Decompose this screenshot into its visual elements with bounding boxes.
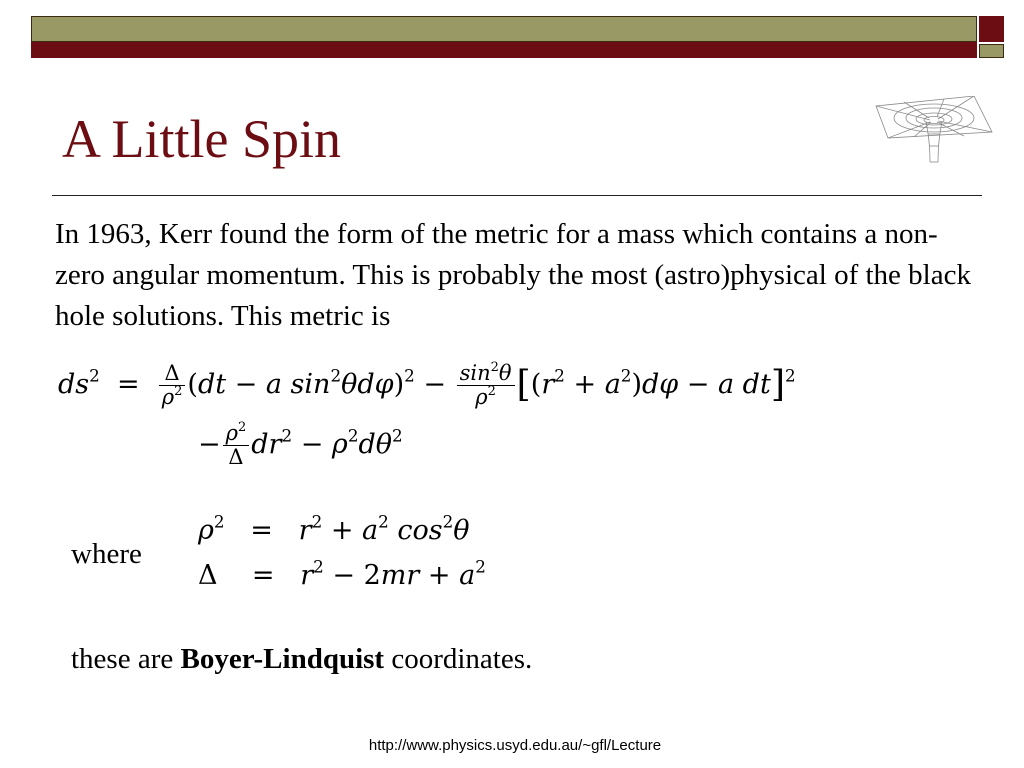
header-bar-maroon: [31, 42, 977, 58]
conclusion-text-start: these are: [71, 643, 181, 675]
footer-url: http://www.physics.usyd.edu.au/~gfl/Lecture: [368, 737, 662, 754]
intro-paragraph: In 1963, Kerr found the form of the metric for a mass which contains a non-zero angular momentum. This is probably the most (astro)physical of the black hole solutions. This metric is: [55, 218, 971, 332]
where-label: where: [71, 538, 142, 570]
kerr-metric-line-2: − $\frac{\rho^2}{\Delta}$ $dr^2 - \rho^2d\theta^2$: [198, 419, 403, 469]
conclusion-text-end: coordinates.: [384, 643, 533, 675]
header-bar-olive: [31, 16, 977, 42]
kerr-metric-line-1: $ds^2$ = $\frac{\Delta}{\rho^2}$ (dt − a $\sin^2\theta d\varphi)^2$ − $\frac{\sin^2\theta}{\rho^2}$ [$(r^2 + a^2)d\varphi - a$ dt]$^2$: [58, 359, 796, 409]
decorative-header-bars: [31, 16, 1004, 58]
boyer-lindquist-term: Boyer-Lindquist: [180, 643, 385, 675]
header-square-olive: [979, 44, 1004, 58]
spacetime-funnel-logo-icon: [874, 96, 994, 166]
delta-definition: Δ = $r^2 - 2mr + a^2$: [198, 556, 486, 591]
title-divider: [52, 195, 982, 196]
slide-title: A Little Spin: [62, 109, 342, 169]
rho-definition: $\rho^2$ = $r^2 + a^2$ $\cos^2\theta$: [198, 511, 470, 546]
conclusion-sentence: [71, 643, 532, 676]
header-square-maroon: [979, 16, 1004, 42]
